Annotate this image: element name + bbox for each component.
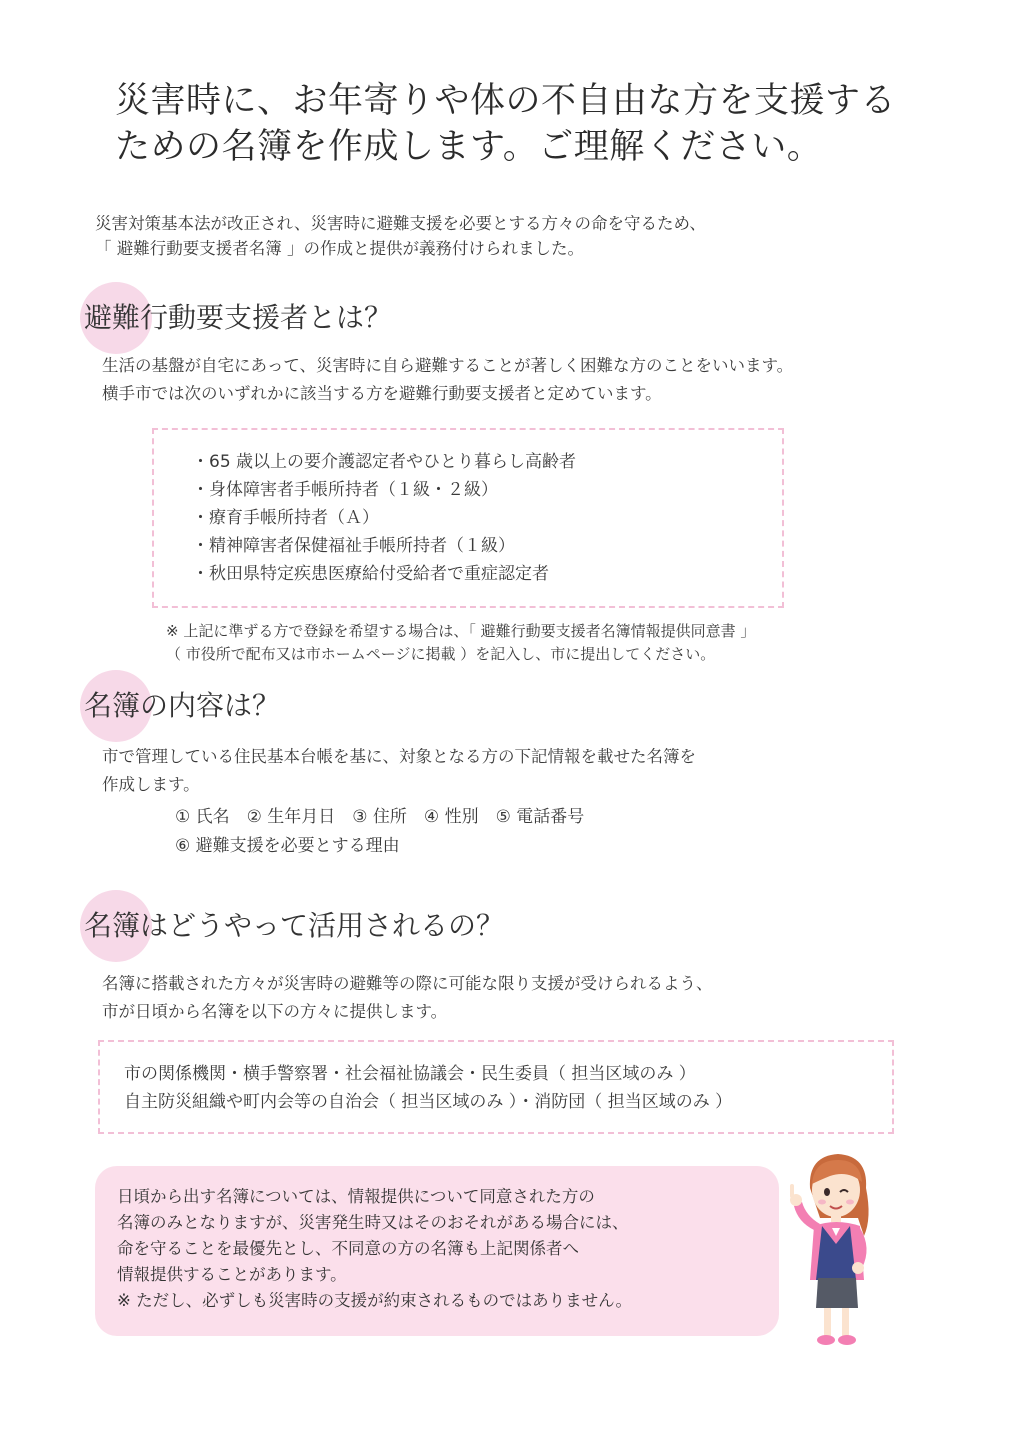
section-3-para-line-1: 名簿に搭載された方々が災害時の避難等の際に可能な限り支援が受けられるよう、 xyxy=(102,974,713,993)
intro-line-1: 災害対策基本法が改正され、災害時に避難支援を必要とする方々の命を守るため、 xyxy=(95,214,706,233)
criteria-item: ・身体障害者手帳所持者（１級・２級） xyxy=(192,480,498,500)
section-1-para-line-2: 横手市では次のいずれかに該当する方を避難行動要支援者と定めています。 xyxy=(102,384,662,403)
criteria-item: ・秋田県特定疾患医療給付受給者で重症認定者 xyxy=(192,564,549,584)
section-3-heading: 名簿はどうやって活用されるの？ xyxy=(84,909,505,942)
intro-line-2: 「 避難行動要支援者名簿 」の作成と提供が義務付けられました。 xyxy=(95,239,584,258)
roster-items-line-1: ① 氏名 ② 生年月日 ③ 住所 ④ 性別 ⑤ 電話番号 xyxy=(175,807,585,827)
section-2-paragraph xyxy=(102,743,982,799)
roster-items-line-2: ⑥ 避難支援を必要とする理由 xyxy=(175,836,400,856)
criteria-item: ・精神障害者保健福祉手帳所持者（１級） xyxy=(192,536,515,556)
section-3-paragraph xyxy=(102,970,982,1026)
recipients-line-2: 自主防災組織や町内会等の自治会（ 担当区域のみ ）・消防団（ 担当区域のみ ） xyxy=(124,1092,733,1112)
note-line-2: （ 市役所で配布又は市ホームページに掲載 ）を記入し、市に提出してください。 xyxy=(166,645,716,663)
disclosure-line-5: ※ ただし、必ずしも災害時の支援が約束されるものではありません。 xyxy=(117,1291,633,1310)
title-line-1: 災害時に、お年寄りや体の不自由な方を支援する xyxy=(115,81,897,121)
section-3-para-line-2: 市が日頃から名簿を以下の方々に提供します。 xyxy=(102,1002,448,1021)
disclosure-line-4: 情報提供することがあります。 xyxy=(117,1265,347,1284)
section-2-heading: 名簿の内容は？ xyxy=(84,689,281,722)
disclosure-line-1: 日頃から出す名簿については、情報提供について同意された方の xyxy=(117,1187,595,1206)
recipients-line-1: 市の関係機関・横手警察署・社会福祉協議会・民生委員（ 担当区域のみ ） xyxy=(124,1064,696,1084)
page-title xyxy=(115,78,975,170)
section-1-heading: 避難行動要支援者とは？ xyxy=(84,301,393,334)
section-1-paragraph xyxy=(102,352,982,408)
criteria-item: ・療育手帳所持者（Ａ） xyxy=(192,508,379,528)
section-1-para-line-1: 生活の基盤が自宅にあって、災害時に自ら避難することが著しく困難な方のことをいいます。 xyxy=(102,356,794,375)
recipients-box xyxy=(98,1040,894,1134)
section-2-para-line-1: 市で管理している住民基本台帳を基に、対象となる方の下記情報を載せた名簿を xyxy=(102,747,696,766)
criteria-box xyxy=(152,428,784,608)
section-2-para-line-2: 作成します。 xyxy=(102,775,200,794)
title-line-2: ための名簿を作成します。ご理解ください。 xyxy=(115,127,823,167)
disclosure-line-2: 名簿のみとなりますが、災害発生時又はそのおそれがある場合には、 xyxy=(117,1213,629,1232)
disclosure-line-3: 命を守ることを最優先とし、不同意の方の名簿も上記関係者へ xyxy=(117,1239,579,1258)
intro-paragraph xyxy=(95,211,975,261)
note-line-1: ※ 上記に準ずる方で登録を希望する場合は、「 避難行動要支援者名簿情報提供同意書 」 xyxy=(166,622,756,640)
registration-note xyxy=(166,620,986,666)
woman-pointing-illustration xyxy=(780,1148,890,1348)
criteria-item: ・65 歳以上の要介護認定者やひとり暮らし高齢者 xyxy=(192,452,577,472)
roster-items xyxy=(175,803,875,861)
disclosure-note xyxy=(95,1166,779,1336)
